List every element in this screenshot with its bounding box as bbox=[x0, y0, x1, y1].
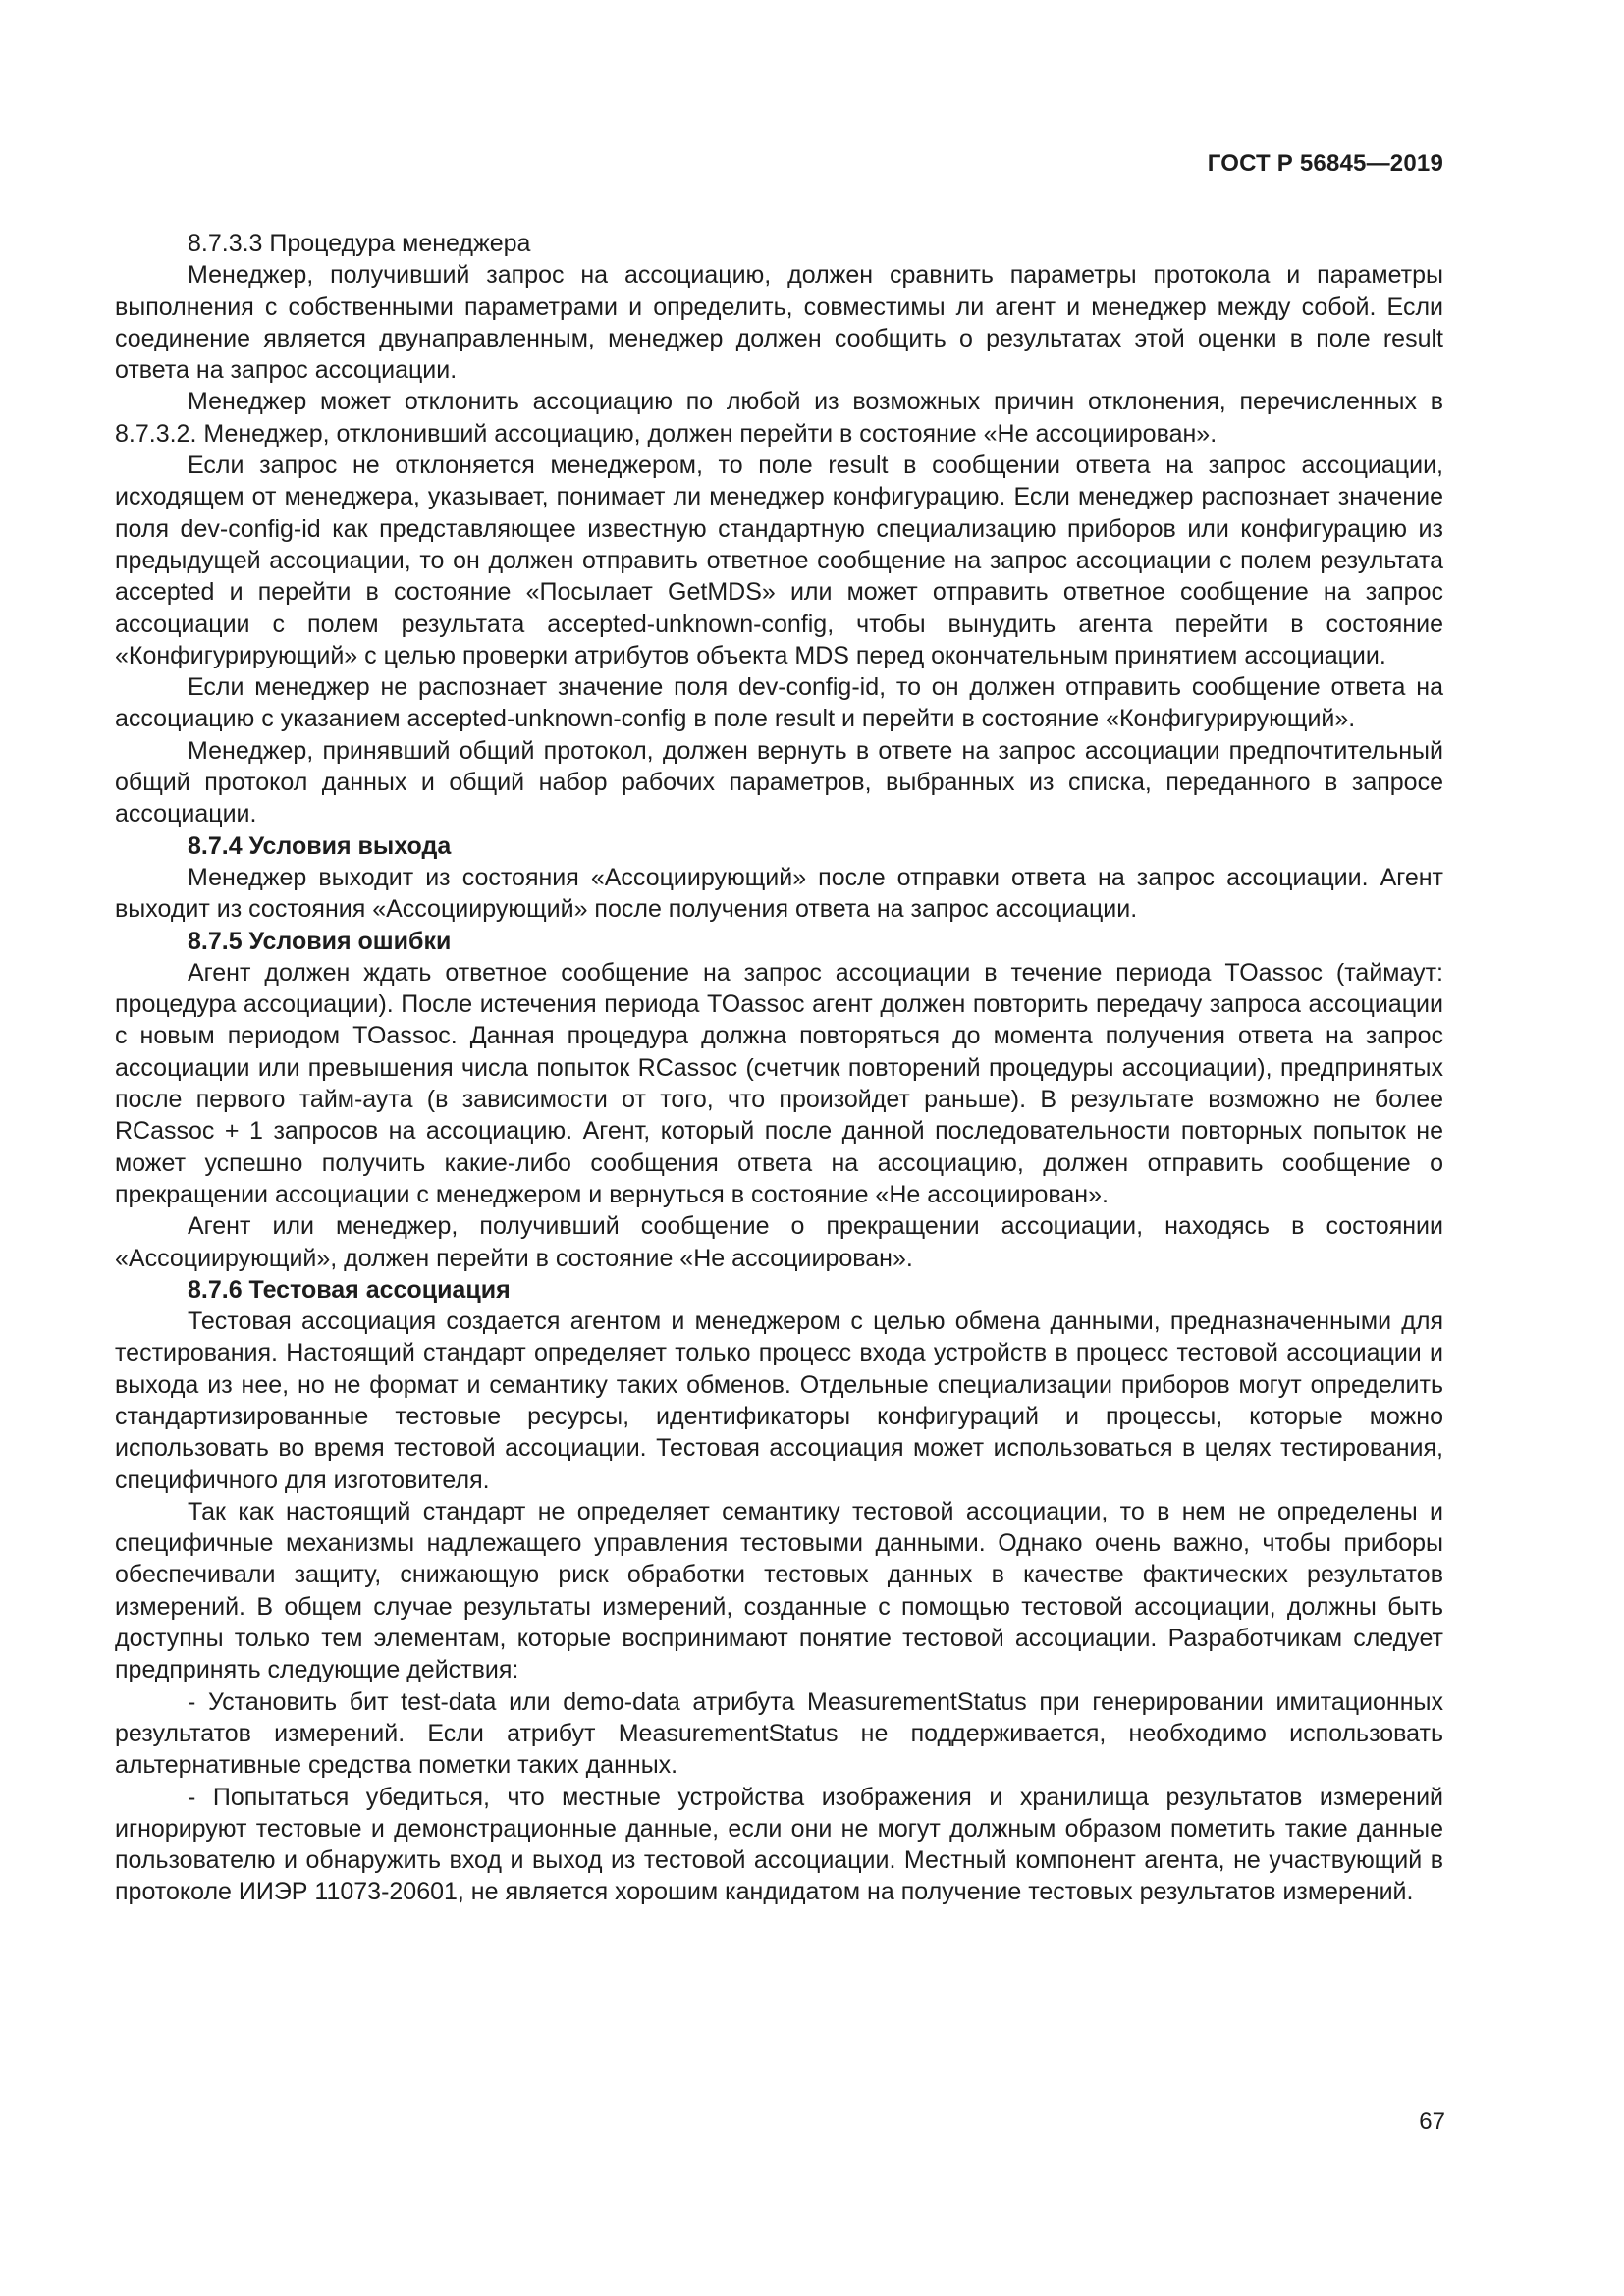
paragraph: Агент или менеджер, получивший сообщение о прекращении ассоциации, находясь в состоянии «Ассоциирующий», должен перейти в состояние «Не ассоциирован». bbox=[115, 1212, 1443, 1272]
list-item: - Попытаться убедиться, что местные устройства изображения и хранилища результатов измерений игнорируют тестовые и демонстрационные данные, если они не могут должным образом пометить такие данные пользователю и обнаружить вход и выход из тестовой ассоциации. Местный компонент агента, не участвующий в протоколе ИИЭР 11073-20601, не является хорошим кандидатом на получение тестовых результатов измерений. bbox=[115, 1783, 1443, 1906]
paragraph: Менеджер может отклонить ассоциацию по любой из возможных причин отклонения, перечисленных в 8.7.3.2. Менеджер, отклонивший ассоциацию, должен перейти в состояние «Не ассоциирован». bbox=[115, 388, 1443, 448]
section-heading: 8.7.3.3 Процедура менеджера bbox=[188, 230, 531, 257]
section-heading: 8.7.4 Условия выхода bbox=[188, 831, 452, 860]
paragraph: Менеджер выходит из состояния «Ассоциирующий» после отправки ответа на запрос ассоциации. Агент выходит из состояния «Ассоциирующий» после получения ответа на запрос ассоциации. bbox=[115, 863, 1443, 924]
list-item: - Установить бит test-data или demo-data атрибута MeasurementStatus при генерировании имитационных результатов измерений. Если атрибут MeasurementStatus не поддерживается, необходимо использовать альтернативные средства пометки таких данных. bbox=[115, 1687, 1443, 1780]
section-heading: 8.7.5 Условия ошибки bbox=[188, 927, 452, 955]
paragraph: Так как настоящий стандарт не определяет семантику тестовой ассоциации, то в нем не определены и специфичные механизмы надлежащего управления тестовыми данными. Однако очень важно, чтобы приборы обеспечивали защиту, снижающую риск обработки тестовых данных в качестве фактических результатов измерений. В общем случае результаты измерений, созданные с помощью тестовой ассоциации, должны быть доступны только тем элементам, которые воспринимают понятие тестовой ассоциации. Разработчикам следует предпринять следующие действия: bbox=[115, 1497, 1443, 1684]
section-8-7-3-3 bbox=[115, 228, 1443, 830]
standard-id-header: ГОСТ Р 56845—2019 bbox=[1207, 150, 1443, 177]
paragraph: Менеджер, получивший запрос на ассоциацию, должен сравнить параметры протокола и параметры выполнения с собственными параметрами и определить, совместимы ли агент и менеджер между собой. Если соединение является двунаправленным, менеджер должен сообщить о результатах этой оценки в поле result ответа на запрос ассоциации. bbox=[115, 261, 1443, 385]
document-body bbox=[115, 228, 1443, 1908]
paragraph: Если менеджер не распознает значение поля dev-config-id, то он должен отправить сообщение ответа на ассоциацию с указанием accepted-unknown-config в поле result и перейти в состояние «Конфигурирующий». bbox=[115, 673, 1443, 733]
paragraph: Менеджер, принявший общий протокол, должен вернуть в ответе на запрос ассоциации предпочтительный общий протокол данных и общий набор рабочих параметров, выбранных из списка, переданного в запросе ассоциации. bbox=[115, 736, 1443, 828]
paragraph: Агент должен ждать ответное сообщение на запрос ассоциации в течение периода TOassoc (таймаут: процедура ассоциации). После истечения периода TOassoc агент должен повторить передачу запроса ассоциации с новым периодом TOassoc. Данная процедура должна повторяться до момента получения ответа на запрос ассоциации или превышения числа попыток RCassoc (счетчик повторений процедуры ассоциации), предпринятых после первого тайм-аута (в зависимости от того, что произойдет раньше). В результате возможно не более RCassoc + 1 запросов на ассоциацию. Агент, который после данной последовательности повторных попыток не может успешно получить какие-либо сообщения ответа на ассоциацию, должен отправить сообщение о прекращении ассоциации с менеджером и вернуться в состояние «Не ассоциирован». bbox=[115, 958, 1443, 1208]
section-8-7-6 bbox=[115, 1274, 1443, 1908]
paragraph: Тестовая ассоциация создается агентом и менеджером с целью обмена данными, предназначенными для тестирования. Настоящий стандарт определяет только процесс входа устройств в процесс тестовой ассоциации и выхода из нее, но не формат и семантику таких обменов. Отдельные специализации приборов могут определить стандартизированные тестовые ресурсы, идентификаторы конфигураций и процессы, которые можно использовать во время тестовой ассоциации. Тестовая ассоциация может использоваться в целях тестирования, специфичного для изготовителя. bbox=[115, 1308, 1443, 1494]
section-heading: 8.7.6 Тестовая ассоциация bbox=[188, 1275, 511, 1304]
section-8-7-5 bbox=[115, 926, 1443, 1274]
page-number: 67 bbox=[1419, 2109, 1445, 2135]
paragraph: Если запрос не отклоняется менеджером, то поле result в сообщении ответа на запрос ассоциации, исходящем от менеджера, указывает, понимает ли менеджер конфигурацию. Если менеджер распознает значение поля dev-config-id как представляющее известную стандартную специализацию приборов или конфигурацию из предыдущей ассоциации, то он должен отправить ответное сообщение на запрос ассоциации с полем результата accepted и перейти в состояние «Посылает GetMDS» или может отправить ответное сообщение на запрос ассоциации с полем результата accepted-unknown-config, чтобы вынудить агента перейти в состояние «Конфигурирующий» с целью проверки атрибутов объекта MDS перед окончательным принятием ассоциации. bbox=[115, 452, 1443, 669]
section-8-7-4 bbox=[115, 830, 1443, 926]
